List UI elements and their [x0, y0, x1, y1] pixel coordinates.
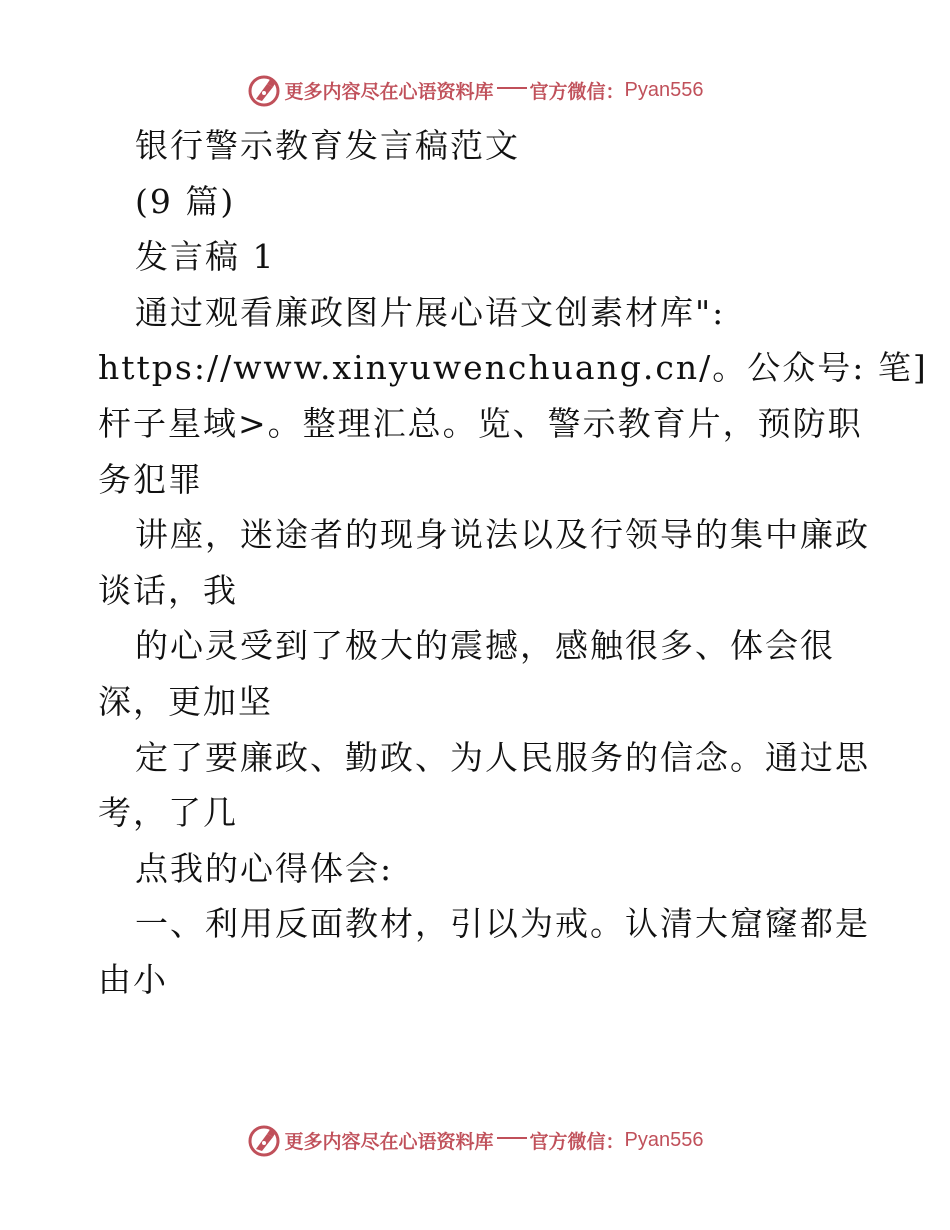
- paragraph-line: 杆子星域>。整理汇总。览、警示教育片，预防职: [98, 403, 863, 443]
- document-subtitle: (9 篇): [135, 181, 236, 221]
- document-body: [98, 118, 928, 1008]
- banner-site-text: 更多内容尽在心语资料库: [284, 80, 494, 103]
- banner-dash: [497, 1137, 527, 1139]
- paragraph-line: 务犯罪: [98, 459, 203, 499]
- paragraph-line: 深，更加坚: [98, 681, 273, 721]
- banner-dash: [497, 87, 527, 89]
- banner-site-text: 更多内容尽在心语资料库: [284, 1130, 494, 1153]
- paragraph-line: 通过观看廉政图片展心语文创素材库":: [135, 292, 726, 332]
- banner-wechat-label: 官方微信：: [529, 1130, 625, 1153]
- banner-wechat-label: 官方微信：: [529, 80, 625, 103]
- banner-wechat-id: Pyan556: [624, 78, 704, 101]
- paragraph-line: 由小: [98, 959, 168, 999]
- paragraph-line: 考，了几: [98, 793, 238, 833]
- paragraph-line: 点我的心得体会:: [135, 848, 394, 888]
- paragraph-line: https://www.xinyuwenchuang.cn/。公众号: 笔]: [98, 348, 928, 388]
- paragraph-line: 谈话，我: [98, 570, 238, 610]
- footer-banner: [0, 1120, 950, 1160]
- paragraph-line: 的心灵受到了极大的震撼，感触很多、体会很: [135, 626, 835, 666]
- paragraph-line: 定了要廉政、勤政、为人民服务的信念。通过思: [135, 737, 870, 777]
- paragraph-line: 一、利用反面教材，引以为戒。认清大窟窿都是: [135, 904, 870, 944]
- paragraph-line: 讲座，迷途者的现身说法以及行领导的集中廉政: [135, 515, 870, 555]
- header-banner: [0, 70, 950, 110]
- pen-nib-logo-icon: [247, 73, 281, 107]
- section-heading: 发言稿 1: [135, 237, 276, 277]
- pen-nib-logo-icon: [247, 1123, 281, 1157]
- banner-wechat-id: Pyan556: [624, 1128, 704, 1151]
- document-title: 银行警示教育发言稿范文: [135, 126, 520, 165]
